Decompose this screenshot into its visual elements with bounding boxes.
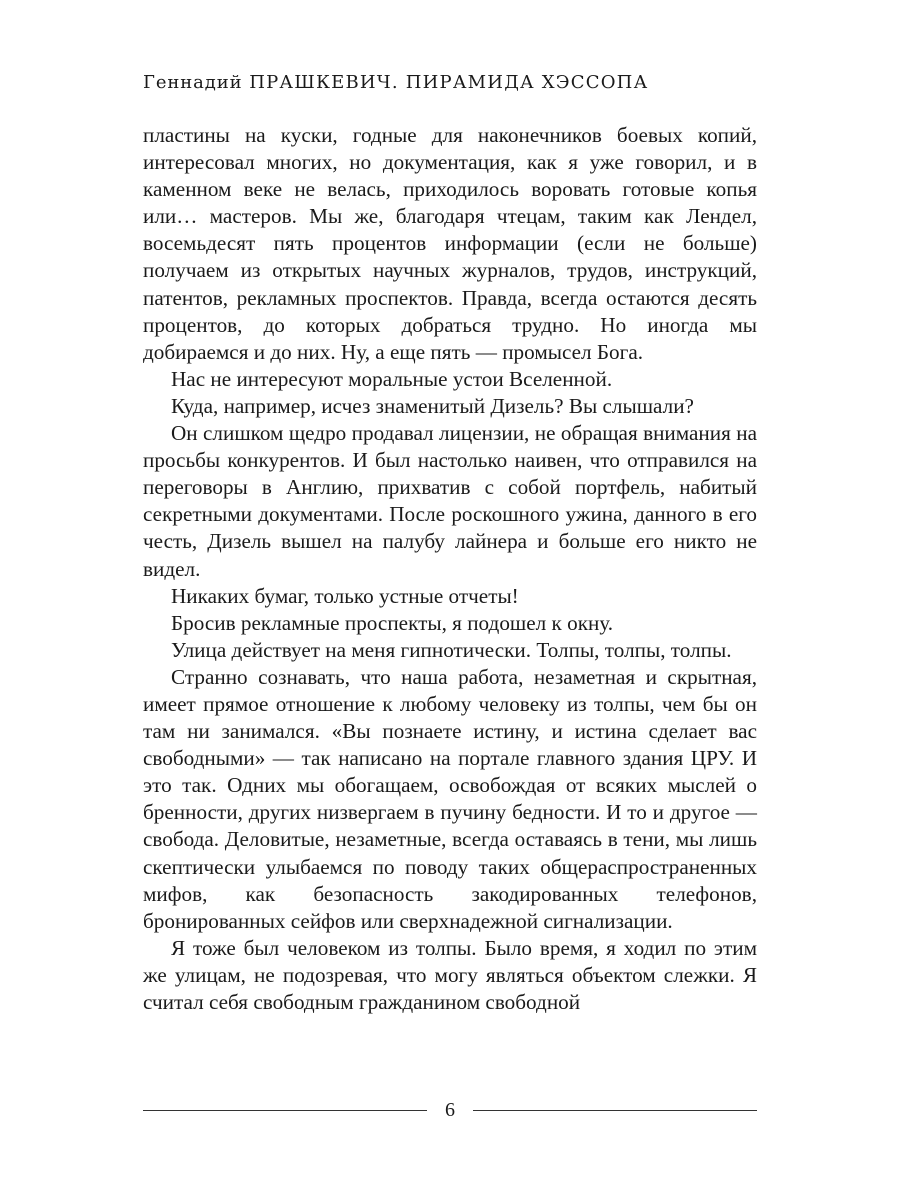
paragraph: Никаких бумаг, только устные отчеты! (171, 583, 519, 608)
paragraph: пластины на куски, годные для наконечников боевых копий, интересовал многих, но документация, как я уже говорил, и в каменном веке не велась, приходилось воровать готовые копья или… мастеров. Мы же, благодаря чтецам, таким как Лендел, восемьдесят пять процентов информации (если не больше) получаем из открытых научных журналов, трудов, инструкций, патентов, рекламных проспектов. Правда, всегда остаются десять процентов, до которых добраться трудно. Но иногда мы добираемся и до них. Ну, а еще пять — промысел Бога. (143, 123, 757, 364)
running-head (143, 72, 648, 93)
paragraph: Улица действует на меня гипнотически. Толпы, толпы, толпы. (171, 637, 732, 662)
page-footer (143, 1096, 757, 1124)
book-title: ПРАШКЕВИЧ. ПИРАМИДА ХЭССОПА (249, 72, 649, 93)
paragraph: Куда, например, исчез знаменитый Дизель? Вы слышали? (171, 393, 694, 418)
paragraph: Нас не интересуют моральные устои Вселенной. (171, 366, 613, 391)
footer-rule-right (473, 1110, 757, 1111)
paragraph: Он слишком щедро продавал лицензии, не обращая внимания на просьбы конкурентов. И был настолько наивен, что отправился на переговоры в Англию, прихватив с собой портфель, набитый секретными документами. После роскошного ужина, данного в его честь, Дизель вышел на палубу лайнера и больше его никто не видел. (143, 421, 757, 581)
paragraph: Я тоже был человеком из толпы. Было время, я ходил по этим же улицам, не подозревая, что могу являться объектом слежки. Я считал себя свободным гражданином свободной (143, 935, 757, 1014)
author-name: Геннадий (143, 72, 243, 93)
body-text (143, 122, 757, 1016)
paragraph: Бросив рекламные проспекты, я подошел к окну. (171, 610, 614, 635)
footer-rule-left (143, 1110, 427, 1111)
paragraph: Странно сознавать, что наша работа, незаметная и скрытная, имеет прямое отношение к любому человеку из толпы, чем бы он там ни занимался. «Вы познаете истину, и истина сделает вас свободными» — так написано на портале главного здания ЦРУ. И это так. Одних мы обогащаем, освобождая от всяких мыслей о бренности, других низвергаем в пучину бедности. И то и другое — свобода. Деловитые, незаметные, всегда оставаясь в тени, мы лишь скептически улыбаемся по поводу таких общераспространенных мифов, как безопасность закодированных телефонов, бронированных сейфов или сверхнадежной сигнализации. (143, 664, 757, 933)
page-number: 6 (445, 1098, 455, 1121)
